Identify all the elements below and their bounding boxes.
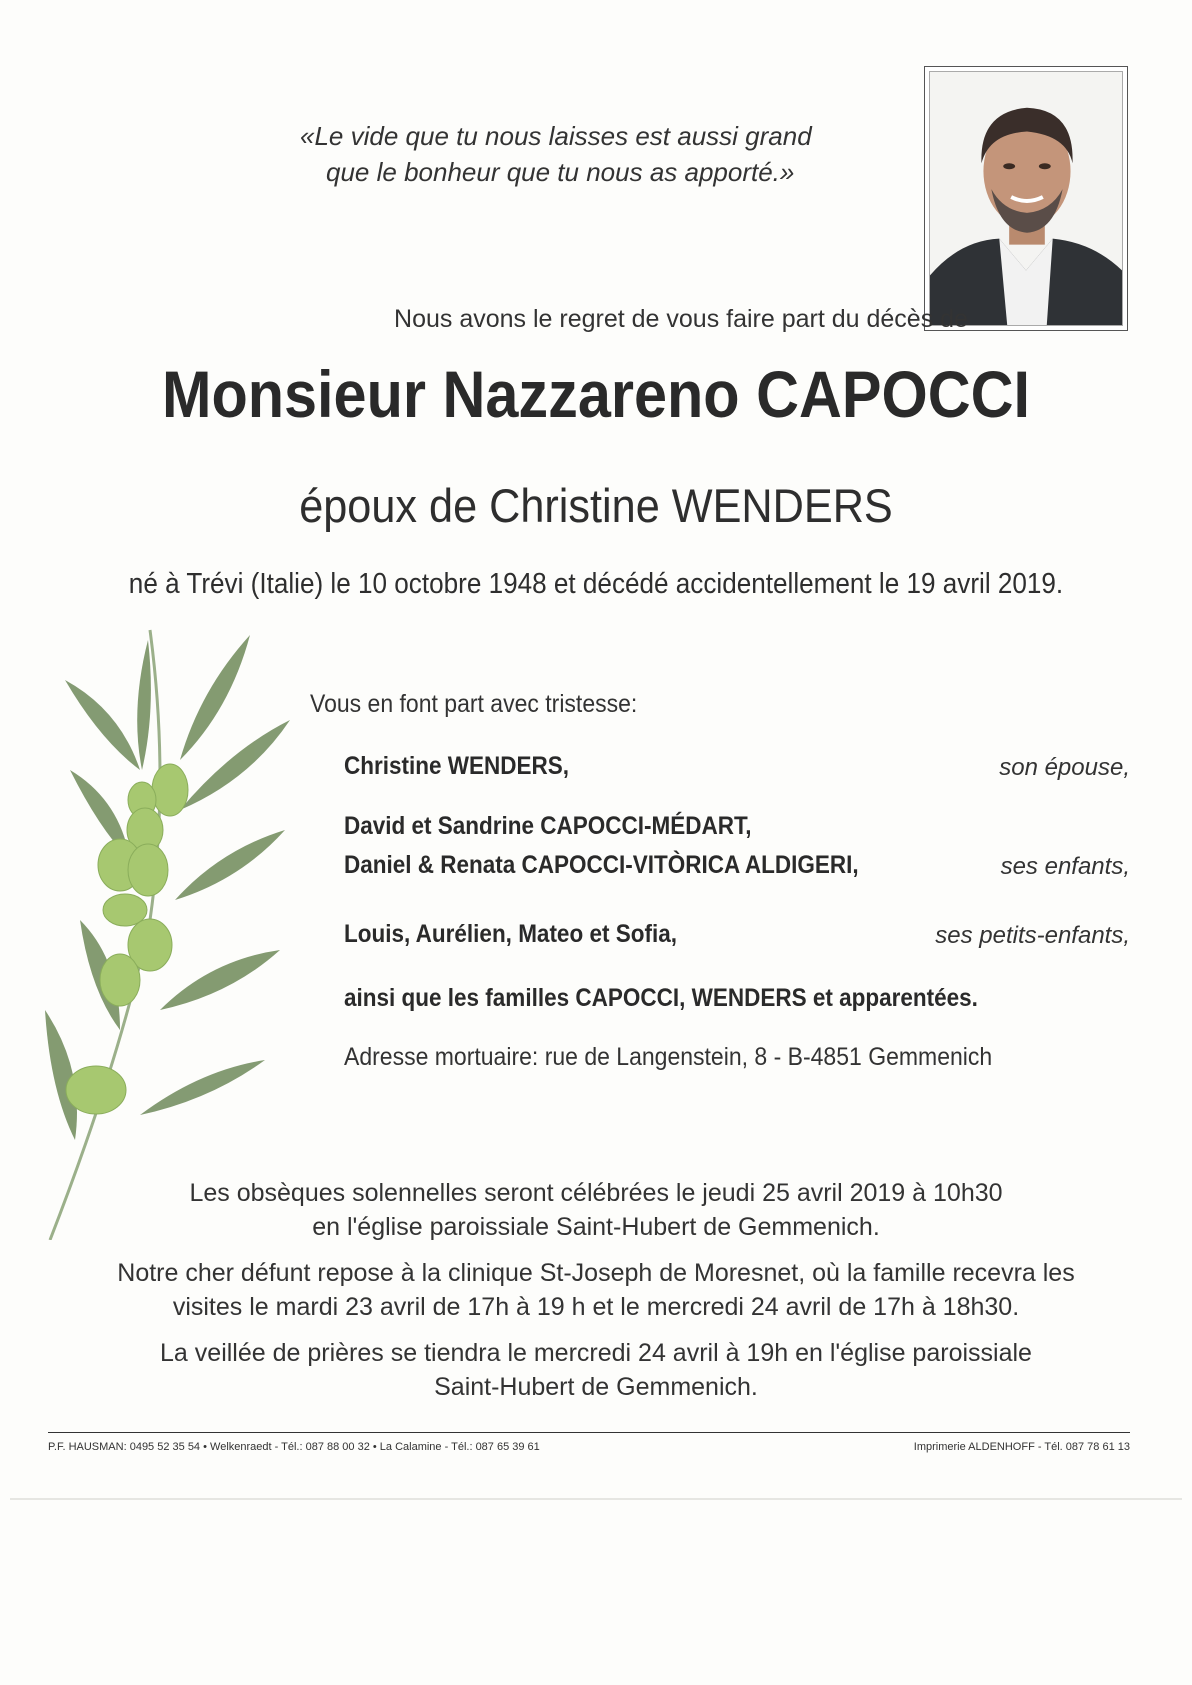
ceremony-line-1: Les obsèques solennelles seront célébrées le jeudi 25 avril 2019 à 10h30 [189,1179,1003,1207]
family-relation-spouse: son épouse, [999,754,1130,781]
ceremony-line-4: visites le mardi 23 avril de 17h à 19 h et le mercredi 24 avril de 17h à 18h30. [172,1293,1020,1321]
mortuary-address: Adresse mortuaire: rue de Langenstein, 8 - B-4851 Gemmenich [344,1043,993,1071]
footer-divider [48,1432,1130,1433]
family-name-child-1: David et Sandrine CAPOCCI-MÉDART, [344,812,752,840]
ceremony-line-6: Saint-Hubert de Gemmenich. [434,1373,758,1401]
quote-line-2: que le bonheur que tu nous as apporté.» [326,157,795,187]
birth-death-line: né à Trévi (Italie) le 10 octobre 1948 et décédé accidentellement le 19 avril 2019. [128,568,1064,600]
ceremony-line-2: en l'église paroissiale Saint-Hubert de Gemmenich. [312,1213,880,1241]
family-relation-children: ses enfants, [1000,853,1130,880]
share-intro: Vous en font part avec tristesse: [310,690,638,718]
deceased-name: Monsieur Nazzareno CAPOCCI [161,357,1031,431]
intro-text: Nous avons le regret de vous faire part du décès de [394,305,968,333]
footer-funeral-home: P.F. HAUSMAN: 0495 52 35 54 • Welkenraedt - Tél.: 087 88 00 32 • La Calamine - Tél.: 087 65 39 61 [48,1441,540,1453]
family-name-child-2: Daniel & Renata CAPOCCI-VITÒRICA ALDIGERI, [344,851,859,879]
olive-branch-icon [30,620,320,1240]
quote-line-1: «Le vide que tu nous laisses est aussi grand [300,121,812,151]
ceremony-line-5: La veillée de prières se tiendra le mercredi 24 avril à 19h en l'église paroissiale [160,1339,1032,1367]
portrait-photo [924,66,1128,331]
spouse-line: époux de Christine WENDERS [299,479,893,532]
footer-printer: Imprimerie ALDENHOFF - Tél. 087 78 61 13 [913,1441,1130,1453]
family-name-grandchildren: Louis, Aurélien, Mateo et Sofia, [344,920,677,948]
family-relation-grandchildren: ses petits-enfants, [935,922,1130,949]
scan-edge [10,1498,1182,1500]
ceremony-line-3: Notre cher défunt repose à la clinique St-Joseph de Moresnet, où la famille recevra les [117,1259,1075,1287]
quote [300,118,820,190]
family-name-families: ainsi que les familles CAPOCCI, WENDERS et apparentées. [344,984,978,1012]
portrait-image [930,72,1122,325]
family-name-spouse: Christine WENDERS, [344,752,570,780]
